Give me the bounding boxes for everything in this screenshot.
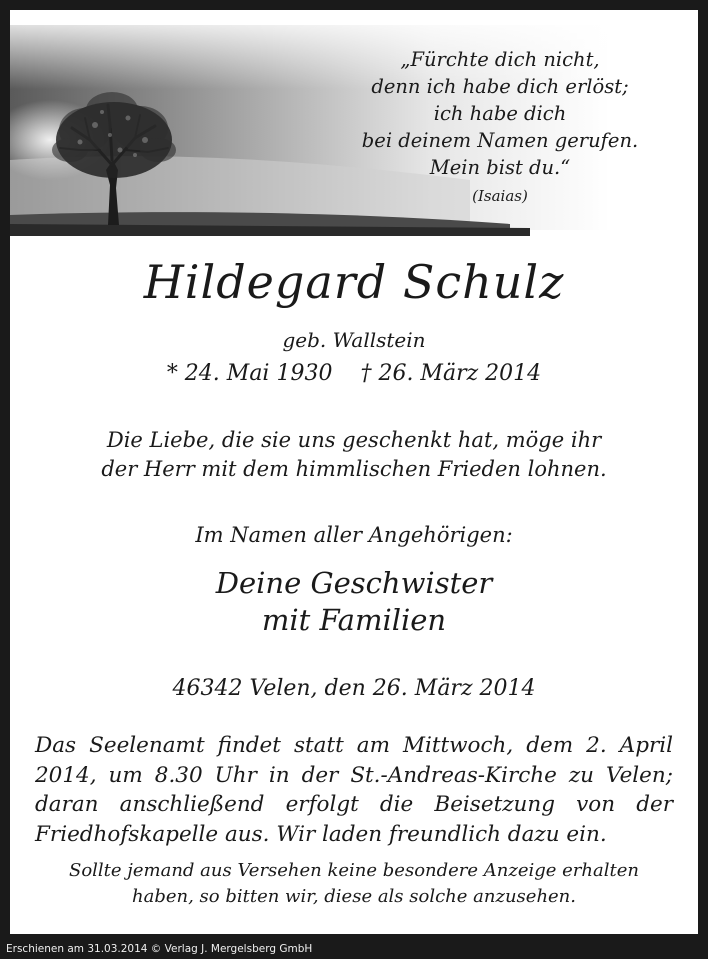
verse-line: der Herr mit dem himmlischen Frieden lohnen.	[101, 457, 607, 481]
publisher-footer: Erschienen am 31.03.2014 © Verlag J. Mergelsberg GmbH	[6, 943, 313, 955]
mourners	[10, 565, 698, 639]
quote-line: denn ich habe dich erlöst;	[371, 75, 629, 98]
mourners-line: mit Familien	[261, 603, 447, 637]
quote-line: ich habe dich	[433, 102, 567, 125]
quote-line: „Fürchte dich nicht,	[400, 48, 600, 71]
mourners-line: Deine Geschwister	[215, 566, 493, 600]
verse-line: Die Liebe, die sie uns geschenkt hat, möge ihr	[106, 428, 602, 452]
birth-name: geb. Wallstein	[282, 328, 426, 352]
quote-source: (Isaias)	[472, 187, 528, 205]
notice-note	[10, 858, 698, 910]
birth-date: * 24. Mai 1930	[166, 361, 333, 386]
service-info: Das Seelenamt findet statt am Mittwoch, dem 2. April 2014, um 8.30 Uhr in der St.-Andreas-Kirche zu Velen; daran anschließend erfolgt die Beisetzung von der Friedhofskapelle aus. Wir laden freundlich dazu ein.	[35, 733, 673, 847]
tree-landscape-image	[10, 10, 698, 236]
place-date: 46342 Velen, den 26. März 2014	[172, 676, 536, 701]
quote-line: bei deinem Namen gerufen.	[361, 129, 639, 152]
bible-quote	[310, 46, 690, 209]
mourners-intro: Im Namen aller Angehörigen:	[195, 523, 513, 547]
note-line: Sollte jemand aus Versehen keine besondere Anzeige erhalten	[69, 860, 639, 881]
quote-line: Mein bist du.“	[429, 156, 571, 179]
life-dates	[10, 359, 698, 389]
note-line: haben, so bitten wir, diese als solche anzusehen.	[132, 886, 576, 907]
deceased-name: Hildegard Schulz	[143, 255, 565, 309]
obituary-card	[10, 10, 698, 934]
death-date: † 26. März 2014	[360, 361, 542, 386]
memorial-verse	[10, 426, 698, 484]
